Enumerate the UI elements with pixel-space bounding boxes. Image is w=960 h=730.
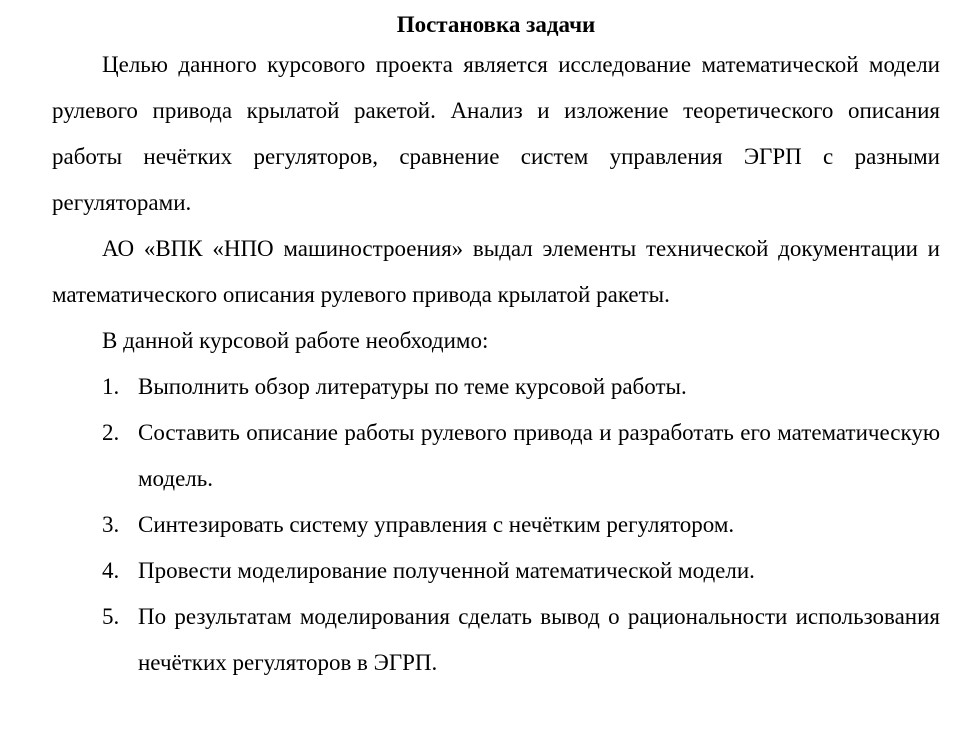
list-item-text: По результатам моделирования сделать вывод о рациональности использования нечётких регуляторов в ЭГРП. bbox=[138, 604, 940, 675]
list-item bbox=[52, 410, 940, 502]
list-item-text: Выполнить обзор литературы по теме курсовой работы. bbox=[138, 374, 687, 399]
list-item-number: 2. bbox=[102, 420, 120, 445]
document-title: Постановка задачи bbox=[396, 12, 596, 37]
list-item bbox=[52, 364, 940, 410]
list-item bbox=[52, 502, 940, 548]
list-item-text: Синтезировать систему управления с нечётким регулятором. bbox=[138, 512, 735, 537]
paragraph-goal: Целью данного курсового проекта является исследование математической модели рулевого привода крылатой ракетой. Анализ и изложение теоретического описания работы нечётких регуляторов, сравнение систем управления ЭГРП с разными регуляторами. bbox=[52, 52, 940, 215]
list-item-number: 1. bbox=[102, 374, 120, 399]
list-item-text: Провести моделирование полученной математической модели. bbox=[138, 558, 755, 583]
document-page bbox=[52, 8, 940, 686]
list-item-number: 4. bbox=[102, 558, 120, 583]
list-item bbox=[52, 548, 940, 594]
task-list bbox=[52, 364, 940, 686]
list-item-number: 3. bbox=[102, 512, 120, 537]
list-item-number: 5. bbox=[102, 604, 120, 629]
list-item-text: Составить описание работы рулевого привода и разработать его математическую модель. bbox=[138, 420, 940, 491]
list-item bbox=[52, 594, 940, 686]
paragraph-source: АО «ВПК «НПО машиностроения» выдал элементы технической документации и математического описания рулевого привода крылатой ракеты. bbox=[52, 236, 940, 307]
paragraph-tasks-intro: В данной курсовой работе необходимо: bbox=[102, 328, 489, 353]
